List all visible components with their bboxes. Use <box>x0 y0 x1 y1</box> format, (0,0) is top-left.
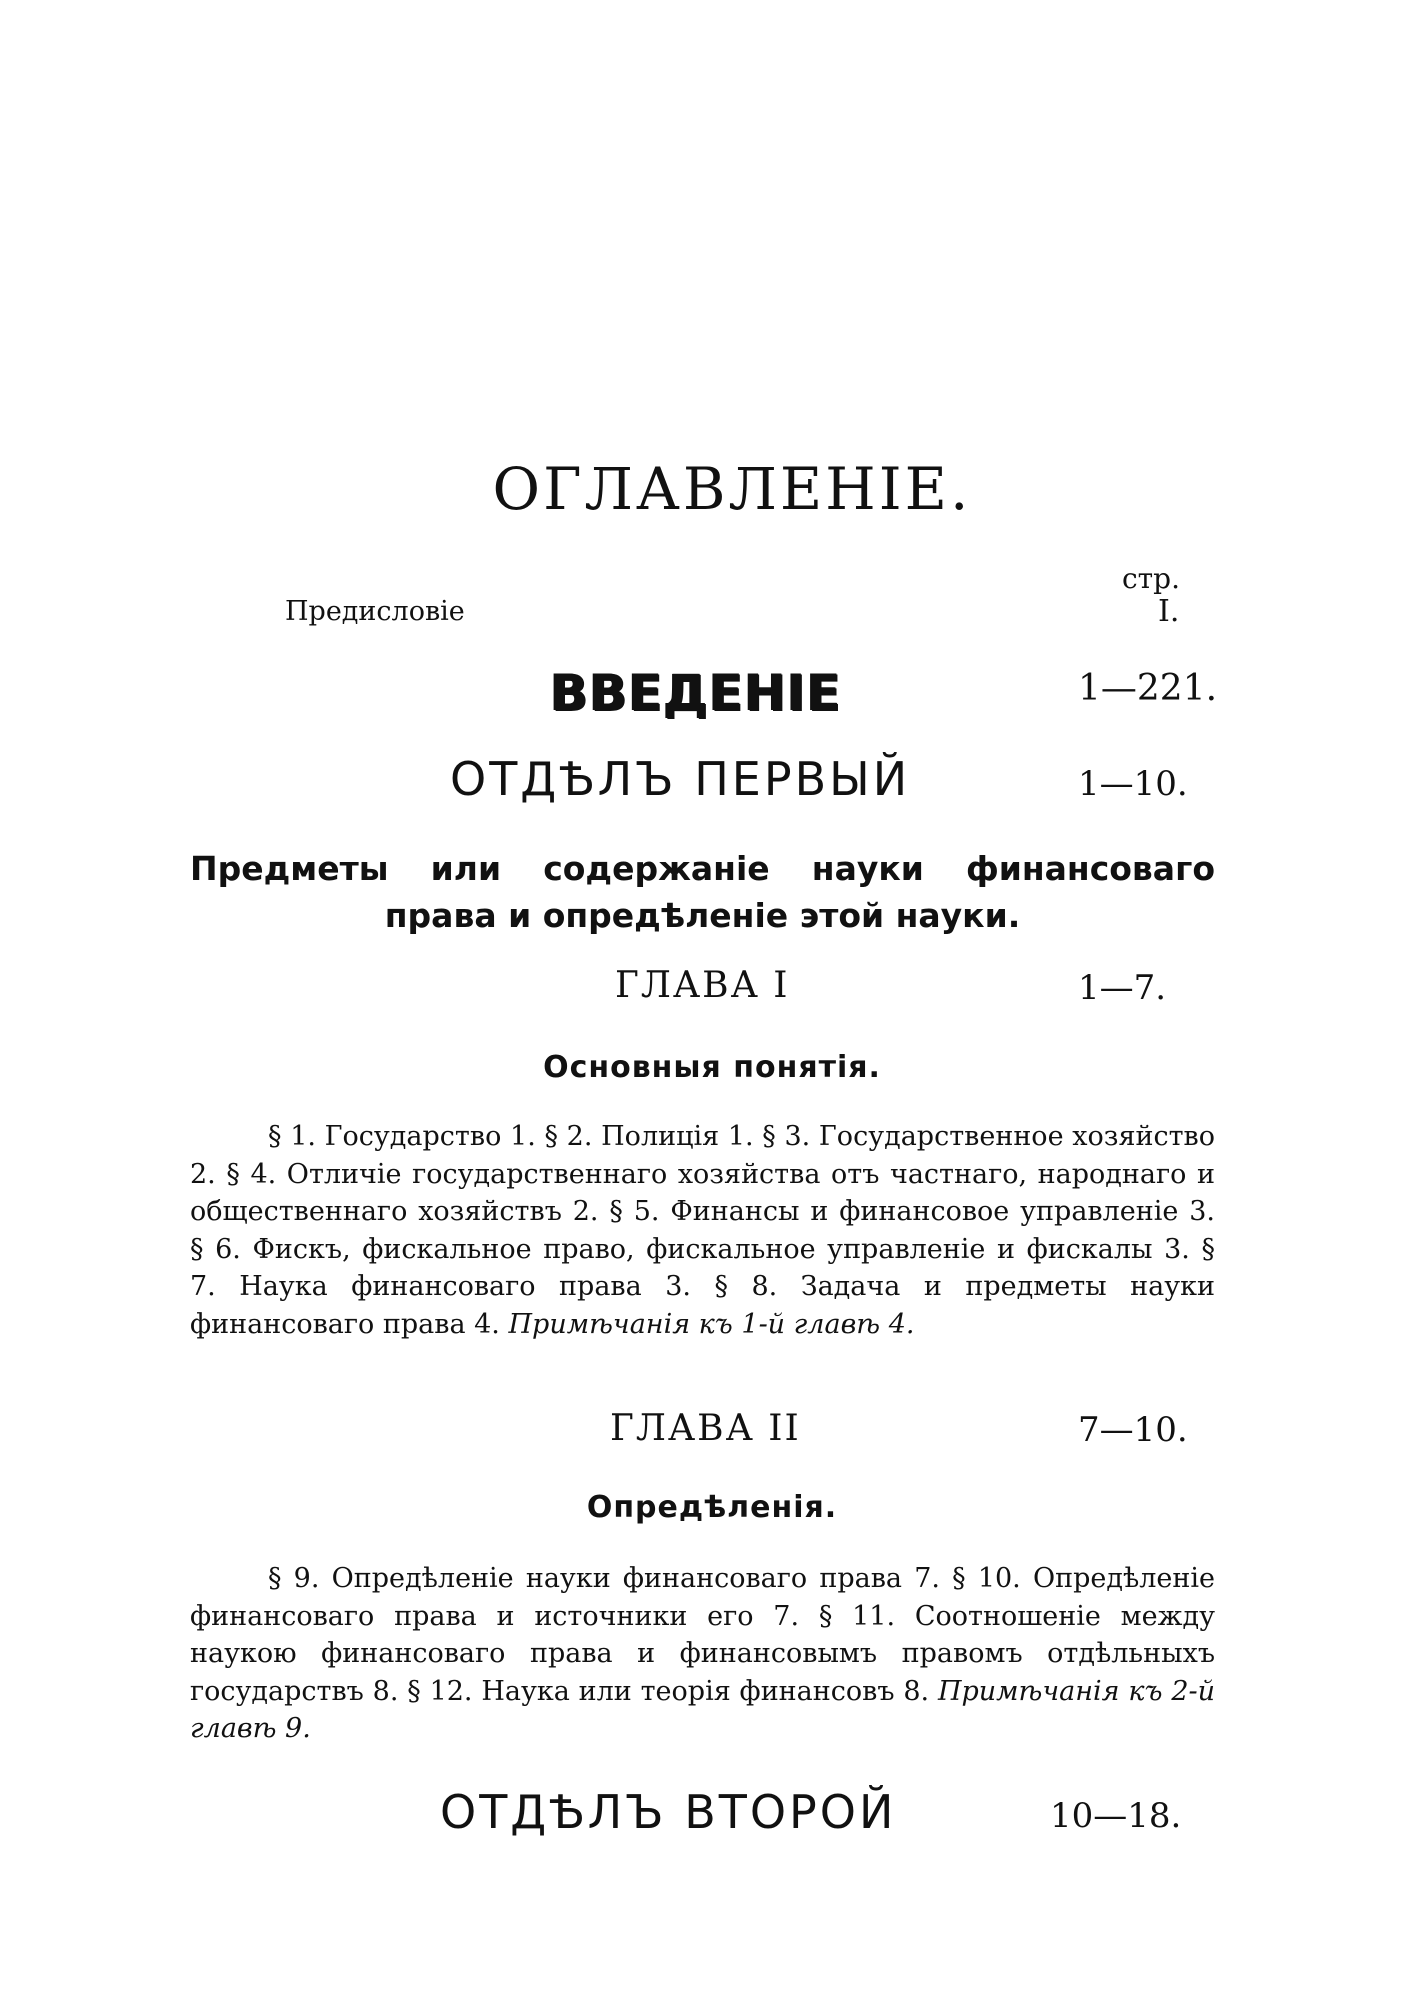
preface-page-number: I. <box>1158 594 1180 629</box>
chapter-two-heading: Опредѣленія. <box>586 1490 838 1525</box>
chapter-two-page-range: 7—10. <box>1078 1410 1188 1450</box>
chapter-one-note: Примѣчанія къ 1-й главѣ 4. <box>508 1308 915 1340</box>
chapter-one-summary <box>190 1118 1215 1343</box>
section-two-page-range: 10—18. <box>1050 1796 1182 1836</box>
section-one-subject: Предметы или содержаніе науки финансоваго права и опредѣленіе этой науки. <box>190 849 1215 935</box>
section-two-label: ОТДѢЛЪ ВТОРОЙ <box>440 1785 897 1839</box>
introduction-label: ВВЕДЕНІЕ <box>550 664 842 722</box>
chapter-one-label: ГЛАВА I <box>615 965 790 1006</box>
chapter-one-summary-text: § 1. Государство 1. § 2. Полиція 1. § 3. Государственное хозяйство 2. § 4. Отличіе государственнаго хозяйства отъ частнаго, народнаго и общественнаго хозяйствъ 2. § 5. Финансы и финансовое управленіе 3. § 6. Фискъ, фискальное право, фискальное управленіе и фискалы 3. § 7. Наука финансоваго права 3. § 8. Задача и предметы науки финансоваго права 4. <box>190 1121 1215 1340</box>
section-one-page-range: 1—10. <box>1078 764 1188 804</box>
preface-label: Предисловіе <box>285 596 465 627</box>
chapter-two-summary-text: § 9. Опредѣленіе науки финансоваго права 7. § 10. Опредѣленіе финансоваго права и источники его 7. § 11. Соотношеніе между наукою финансоваго права и финансовымъ правомъ отдѣльныхъ государствъ 8. § 12. Наука или теорія финансовъ 8. <box>190 1563 1215 1707</box>
chapter-two-note: Примѣчанія къ 2-й главѣ 9. <box>190 1675 1216 1744</box>
toc-title: ОГЛАВЛЕНІЕ. <box>492 455 972 523</box>
introduction-page-range: 1—221. <box>1078 668 1218 709</box>
chapter-one-page-range: 1—7. <box>1078 968 1167 1008</box>
chapter-two-label: ГЛАВА II <box>610 1408 801 1449</box>
page-column-label: стр. <box>1122 562 1180 595</box>
chapter-one-heading: Основныя понятія. <box>543 1050 881 1085</box>
chapter-two-summary <box>190 1560 1215 1748</box>
section-one-label: ОТДѢЛЪ ПЕРВЫЙ <box>450 752 911 806</box>
